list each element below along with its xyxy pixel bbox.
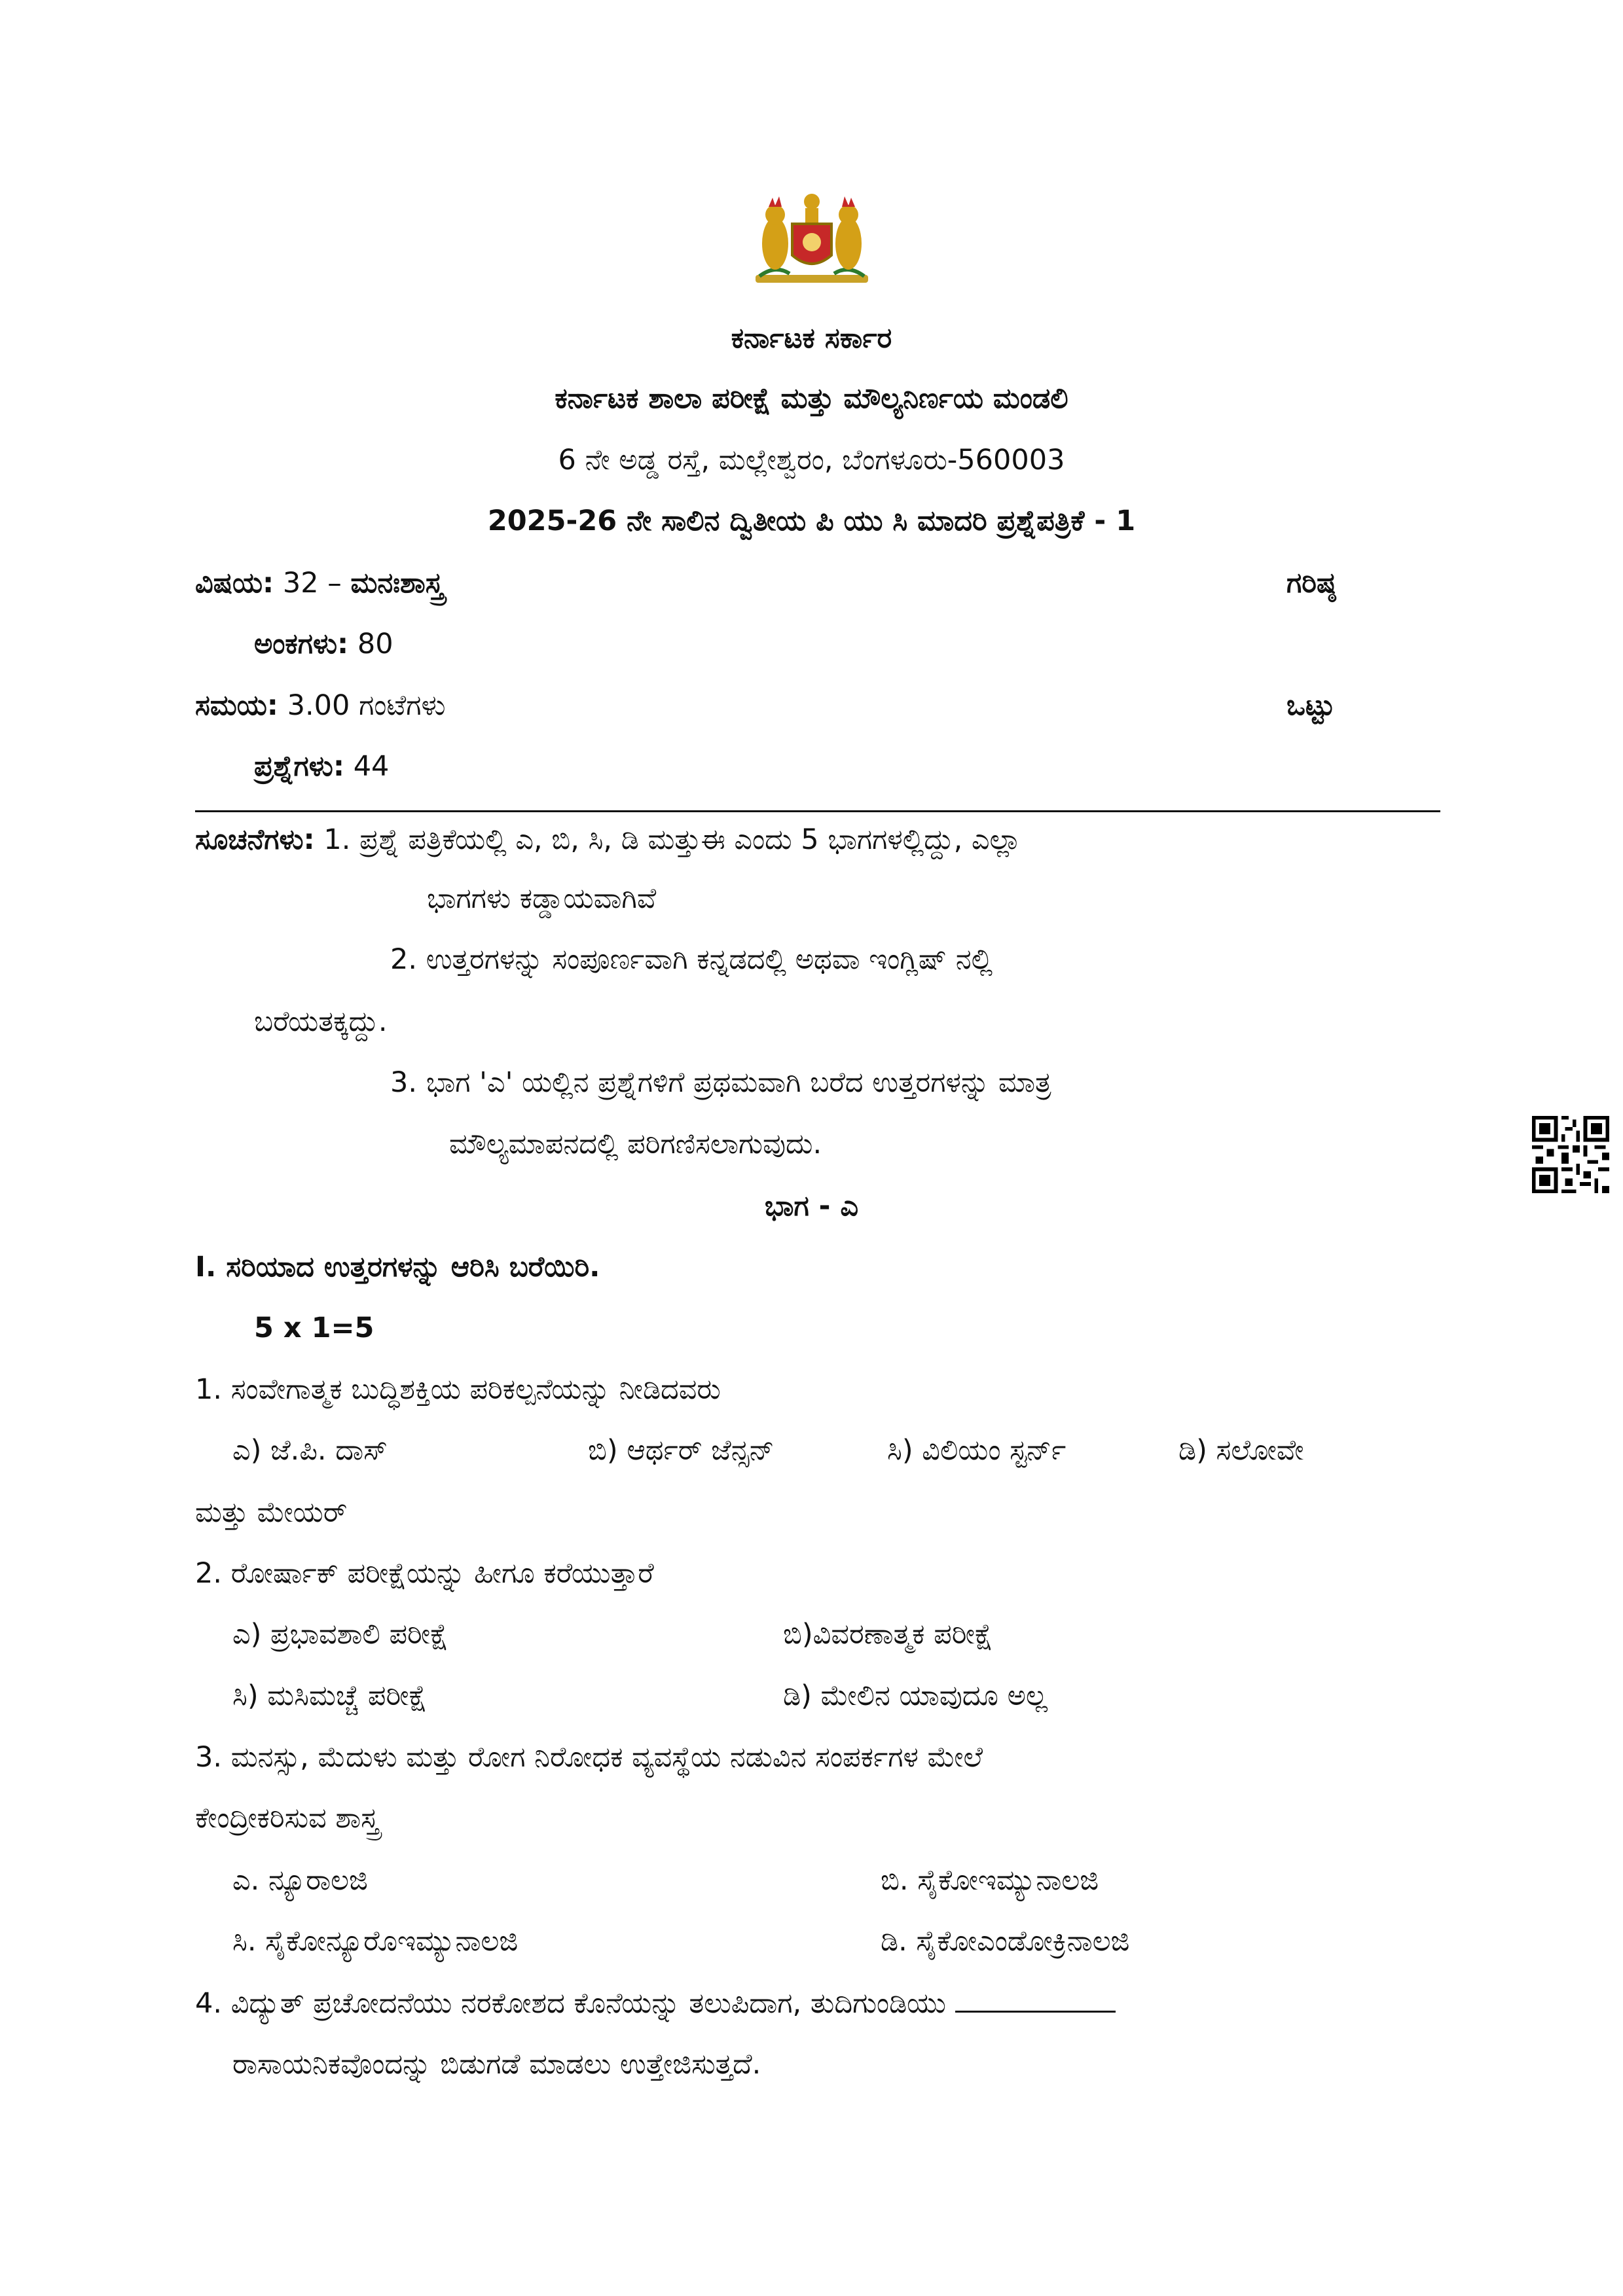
- marks-line: [254, 630, 393, 658]
- instruction-2-cont: ಬರೆಯತಕ್ಕದ್ದು.: [254, 1005, 388, 1038]
- questions-line: [254, 750, 390, 783]
- state-emblem: [756, 191, 868, 291]
- subject-label: ವಿಷಯ:: [195, 567, 274, 600]
- q3-option-b: ಬಿ. ಸೈಕೋಇಮ್ಯುನಾಲಜಿ: [881, 1864, 1099, 1897]
- question-4: [195, 1987, 1116, 2020]
- time-value: 3.00 ಗಂಟೆಗಳು: [278, 689, 446, 722]
- question-1: 1. ಸಂವೇಗಾತ್ಮಕ ಬುದ್ಧಿಶಕ್ತಿಯ ಪರಿಕಲ್ಪನೆಯನ್ನು ನೀಡಿದವರು: [195, 1373, 721, 1406]
- q2-option-a: ಎ) ಪ್ರಭಾವಶಾಲಿ ಪರೀಕ್ಷೆ: [232, 1618, 448, 1651]
- questions-label: ಪ್ರಶ್ನೆಗಳು:: [254, 750, 345, 783]
- question-3: 3. ಮನಸ್ಸು, ಮೆದುಳು ಮತ್ತು ರೋಗ ನಿರೋಧಕ ವ್ಯವಸ್ಥೆಯ ನಡುವಿನ ಸಂಪರ್ಕಗಳ ಮೇಲೆ: [195, 1741, 983, 1774]
- section-heading: I. ಸರಿಯಾದ ಉತ್ತರಗಳನ್ನು ಆರಿಸಿ ಬರೆಯಿರಿ.: [195, 1251, 600, 1283]
- part-a-heading: ಭಾಗ - ಎ: [764, 1190, 859, 1223]
- q1-option-a: ಎ) ಜೆ.ಪಿ. ದಾಸ್: [232, 1434, 388, 1467]
- board-address: 6 ನೇ ಅಡ್ಡ ರಸ್ತೆ, ಮಲ್ಲೇಶ್ವರಂ, ಬೆಂಗಳೂರು-560003: [558, 444, 1065, 476]
- q1-option-c: ಸಿ) ವಿಲಿಯಂ ಸ್ಟರ್ನ್: [887, 1434, 1067, 1467]
- time-label: ಸಮಯ:: [195, 689, 278, 722]
- board-name: ಕರ್ನಾಟಕ ಶಾಲಾ ಪರೀಕ್ಷೆ ಮತ್ತು ಮೌಲ್ಯನಿರ್ಣಯ ಮಂಡಲಿ: [555, 382, 1068, 415]
- answer-blank: [955, 1990, 1116, 2013]
- marks-value: 80: [348, 628, 393, 660]
- total-label: ಒಟ್ಟು: [1286, 689, 1335, 722]
- instruction-1-cont: ಭಾಗಗಳು ಕಡ್ಡಾಯವಾಗಿವೆ: [427, 882, 657, 915]
- q1-option-d: ಡಿ) ಸಲೋವೇ: [1178, 1434, 1304, 1467]
- questions-value: 44: [344, 750, 390, 783]
- government-name: ಕರ್ನಾಟಕ ಸರ್ಕಾರ: [731, 322, 892, 355]
- q3-option-c: ಸಿ. ಸೈಕೋನ್ಯೂರೊಇಮ್ಯುನಾಲಜಿ: [232, 1925, 519, 1958]
- question-4-text: 4. ವಿದ್ಯುತ್ ಪ್ರಚೋದನೆಯು ನರಕೋಶದ ಕೊನೆಯನ್ನು ತಲುಪಿದಾಗ, ತುದಿಗುಂಡಿಯು: [195, 1987, 955, 2020]
- section-marks: 5 x 1=5: [254, 1312, 374, 1344]
- instruction-1-text: 1. ಪ್ರಶ್ನೆ ಪತ್ರಿಕೆಯಲ್ಲಿ ಎ, ಬಿ, ಸಿ, ಡಿ ಮತ್ತುಈ ಎಂದು 5 ಭಾಗಗಳಲ್ಲಿದ್ದು, ಎಲ್ಲಾ: [314, 823, 1021, 856]
- subject-code: 32 –: [274, 567, 351, 600]
- divider: [195, 810, 1440, 812]
- q3-option-d: ಡಿ. ಸೈಕೋಎಂಡೋಕ್ರಿನಾಲಜಿ: [881, 1925, 1130, 1958]
- instruction-2: 2. ಉತ್ತರಗಳನ್ನು ಸಂಪೂರ್ಣವಾಗಿ ಕನ್ನಡದಲ್ಲಿ ಅಥವಾ ಇಂಗ್ಲಿಷ್ ನಲ್ಲಿ: [390, 943, 993, 976]
- subject-name: ಮನಃಶಾಸ್ತ್ರ: [350, 567, 444, 600]
- marks-label: ಅಂಕಗಳು:: [254, 628, 349, 660]
- q2-option-b: ಬಿ)ವಿವರಣಾತ್ಮಕ ಪರೀಕ್ಷೆ: [783, 1618, 993, 1651]
- instruction-3: 3. ಭಾಗ 'ಎ' ಯಲ್ಲಿನ ಪ್ರಶ್ನೆಗಳಿಗೆ ಪ್ರಥಮವಾಗಿ ಬರೆದ ಉತ್ತರಗಳನ್ನು ಮಾತ್ರ: [390, 1066, 1051, 1099]
- q2-option-c: ಸಿ) ಮಸಿಮಚ್ಚೆ ಪರೀಕ್ಷೆ: [232, 1679, 428, 1712]
- q1-option-b: ಬಿ) ಆರ್ಥರ್ ಜೆನ್ಸನ್: [588, 1434, 775, 1467]
- q1-option-d-cont: ಮತ್ತು ಮೇಯರ್: [195, 1496, 348, 1529]
- question-4-cont: ರಾಸಾಯನಿಕವೊಂದನ್ನು ಬಿಡುಗಡೆ ಮಾಡಲು ಉತ್ತೇಜಿಸುತ್ತದೆ.: [232, 2048, 761, 2081]
- q3-option-a: ಎ. ನ್ಯೂರಾಲಜಿ: [232, 1864, 368, 1897]
- question-3-cont: ಕೇಂದ್ರೀಕರಿಸುವ ಶಾಸ್ತ್ರ: [195, 1802, 379, 1835]
- instructions-label: ಸೂಚನೆಗಳು:: [195, 823, 315, 856]
- paper-title: 2025-26 ನೇ ಸಾಲಿನ ದ್ವಿತೀಯ ಪಿ ಯು ಸಿ ಮಾದರಿ ಪ್ರಶ್ನೆಪತ್ರಿಕೆ - 1: [487, 505, 1136, 537]
- instruction-1: [195, 823, 1021, 856]
- q2-option-d: ಡಿ) ಮೇಲಿನ ಯಾವುದೂ ಅಲ್ಲ: [783, 1679, 1048, 1712]
- instruction-3-cont: ಮೌಲ್ಯಮಾಪನದಲ್ಲಿ ಪರಿಗಣಿಸಲಾಗುವುದು.: [449, 1128, 822, 1160]
- subject-line: [195, 569, 444, 598]
- max-label: ಗರಿಷ್ಠ: [1286, 567, 1336, 600]
- question-2: 2. ರೋರ್ಷಾಕ್ ಪರೀಕ್ಷೆಯನ್ನು ಹೀಗೂ ಕರೆಯುತ್ತಾರೆ: [195, 1557, 654, 1590]
- qr-code: [1532, 1116, 1609, 1193]
- time-line: [195, 689, 446, 722]
